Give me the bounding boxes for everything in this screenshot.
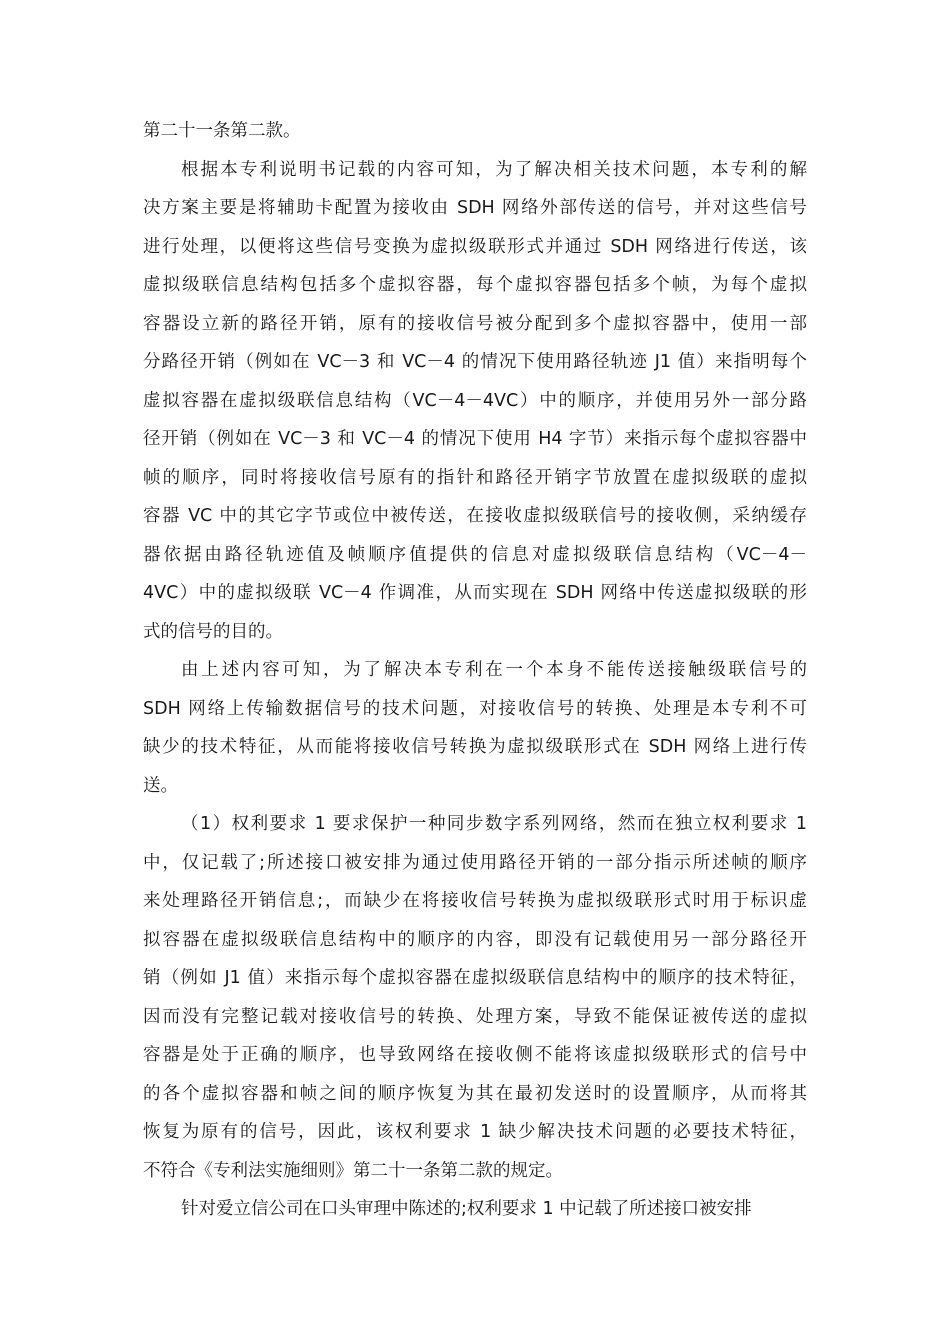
text-line: 送。 (143, 775, 178, 796)
text-line: 容器设立新的路径开销，原有的接收信号被分配到多个虚拟容器中，使用一部 (143, 313, 807, 334)
text-line: 销（例如 J1 值）来指示每个虚拟容器在虚拟级联信息结构中的顺序的技术特征， (143, 968, 807, 988)
text-line: 不符合《专利法实施细则》第二十一条第二款的规定。 (143, 1160, 563, 1181)
text-line: 由上述内容可知，为了解决本专利在一个本身不能传送接触级联信号的 (181, 660, 807, 680)
text-line: （1）权利要求 1 要求保护一种同步数字系列网络，然而在独立权利要求 1 (181, 814, 807, 834)
text-line: 4VC）中的虚拟级联 VC－4 作调准，从而实现在 SDH 网络中传送虚拟级联的形 (143, 583, 807, 603)
text-line: 缺少的技术特征，从而能将接收信号转换为虚拟级联形式在 SDH 网络上进行传 (143, 737, 807, 757)
text-line: 的各个虚拟容器和帧之间的顺序恢复为其在最初发送时的设置顺序，从而将其 (143, 1083, 807, 1104)
text-line: 式的信号的目的。 (143, 621, 283, 642)
paragraph (143, 1190, 807, 1229)
text-line: 径开销（例如在 VC－3 和 VC－4 的情况下使用 H4 字节）来指示每个虚拟容器中 (143, 429, 807, 449)
paragraph (143, 112, 807, 151)
paragraph (143, 805, 807, 1190)
text-line: 根据本专利说明书记载的内容可知，为了解决相关技术问题，本专利的解 (181, 159, 807, 180)
text-line: 分路径开销（例如在 VC－3 和 VC－4 的情况下使用路径轨迹 J1 值）来指明每个 (143, 352, 807, 372)
document-body (143, 112, 807, 1229)
paragraph (143, 151, 807, 652)
text-line: 恢复为原有的信号，因此，该权利要求 1 缺少解决技术问题的必要技术特征， (143, 1122, 807, 1142)
text-line: 虚拟级联信息结构包括多个虚拟容器，每个虚拟容器包括多个帧，为每个虚拟 (143, 275, 807, 295)
text-line: 容器是处于正确的顺序，也导致网络在接收侧不能将该虚拟级联形式的信号中 (143, 1045, 807, 1065)
text-line: 进行处理，以便将这些信号变换为虚拟级联形式并通过 SDH 网络进行传送，该 (143, 236, 807, 257)
text-line: 虚拟容器在虚拟级联信息结构（VC－4－4VC）中的顺序，并使用另外一部分路 (143, 390, 807, 411)
text-line: 第二十一条第二款。 (143, 121, 301, 141)
text-line: 来处理路径开销信息;，而缺少在将接收信号转换为虚拟级联形式时用于标识虚 (143, 891, 807, 911)
text-line: 因而没有完整记载对接收信号的转换、处理方案，导致不能保证被传送的虚拟 (143, 1006, 807, 1027)
text-line: 器依据由路径轨迹值及帧顺序值提供的信息对虚拟级联信息结构（VC－4－ (143, 544, 807, 565)
text-line: 针对爱立信公司在口头审理中陈述的;权利要求 1 中记载了所述接口被安排 (181, 1199, 752, 1219)
text-line: SDH 网络上传输数据信号的技术问题，对接收信号的转换、处理是本专利不可 (143, 698, 807, 719)
paragraph (143, 651, 807, 805)
text-line: 帧的顺序，同时将接收信号原有的指针和路径开销字节放置在虚拟级联的虚拟 (143, 467, 807, 488)
text-line: 容器 VC 中的其它字节或位中被传送，在接收虚拟级联信号的接收侧，采纳缓存 (143, 506, 807, 526)
text-line: 中，仅记载了;所述接口被安排为通过使用路径开销的一部分指示所述帧的顺序 (143, 852, 807, 873)
text-line: 决方案主要是将辅助卡配置为接收由 SDH 网络外部传送的信号，并对这些信号 (143, 198, 807, 218)
text-line: 拟容器在虚拟级联信息结构中的顺序的内容，即没有记载使用另一部分路径开 (143, 929, 807, 950)
